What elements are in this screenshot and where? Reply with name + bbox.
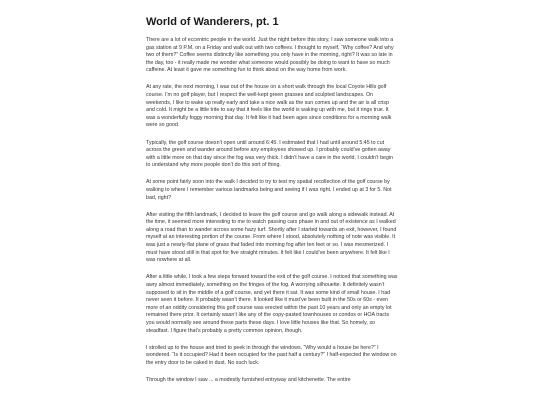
article-paragraph: I strolled up to the house and tried to peek in through the windows. “Why would a house be here?” I wondered. “Is it occupied? Had it been occupied for the past half a century?” I half-expected the window on the entry door to be caked in dust. No such luck. — [146, 344, 397, 366]
article-paragraph: After visiting the fifth landmark, I decided to leave the golf course and go walk along a sidewalk instead. At the time, it seemed more interesting to me to watch passing cars phase in and out of existence as I walked along a road than to wander across some hazy turf. Shortly after I started towards an exit, however, I found myself at an interesting portion of the course. From where I stood, absolutely nothing of note was visible. It was just a nearly-flat plane of grass that faded into morning fog after ten feet or so. I was mesmerized. I must have stood still in that spot for five straight minutes. It felt like I could’ve been anywhere. It felt like I was nowhere at all. — [146, 211, 397, 264]
article-paragraph: After a little while, I took a few steps forward toward the exit of the golf course. I noticed that something was awry almost immediately, something on the fringes of the fog. A worrying silhouette. It definitely wasn’t supposed to sit in the middle of a golf course, and yet there it sat. It was some kind of small house. I had never seen it before. It probably wasn’t there. It looked like it must’ve been built in the 50s or 60s - even more of an oddity considering this golf course was erected within the past 10 years and only an empty lot remained there prior. It certainly wasn’t like any of the copy-pasted townhouses or condos or HOA tracts you would normally see around these parts these days. I love little houses like that. So homely, so steadfast. I figure that’s probably a pretty common opinion, though. — [146, 274, 398, 334]
article-paragraph: At some point fairly soon into the walk I decided to try to test my spatial recollection of the golf course by walking to where I remember various landmarks being and seeing if I was right. I ended up at 3 for 5. Not bad, right? — [146, 179, 392, 201]
article — [146, 16, 398, 394]
article-title: World of Wanderers, pt. 1 — [146, 16, 279, 28]
article-paragraph: Typically, the golf course doesn’t open until around 6:45. I estimated that I had until around 5:45 to cut across the green and wander around before any employees showed up. I probably could’ve gotten away with a little more on that day since the fog was very thick. I didn’t have a care in the world. I couldn’t begin to understand why more people don’t do this sort of thing. — [146, 139, 394, 169]
article-paragraph: There are a lot of eccentric people in the world. Just the night before this story, I saw someone walk into a gas station at 9 P.M. on a Friday and walk out with two coffees. I thought to myself, “Why coffee? And why two of them?” Coffee seems distinctly like something you only have in the morning, right? It was so late in the day, too - it really made me wonder what someone would possibly be doing to want to have so much caffeine. At least it gave me something fun to think about on the way home from work. — [146, 37, 394, 74]
article-paragraph: At any rate, the next morning, I was out of the house on a short walk through the local Coyote Hills golf course. I’m no golf player, but I respect the well-kept green grasses and sculpted landscapes. On weekends, I like to wake up really early and take a nice walk as the sun comes up and the air is all crisp and cold. It might be a little trite to say that it feels like the world is waking up with me, but it rings true. It was a wonderfully foggy morning that day. It felt like it had been ages since conditions for a morning walk were so good. — [146, 84, 392, 129]
article-paragraph: Through the window I saw ... a modestly furnished entryway and kitchenette. The entire — [146, 376, 351, 383]
